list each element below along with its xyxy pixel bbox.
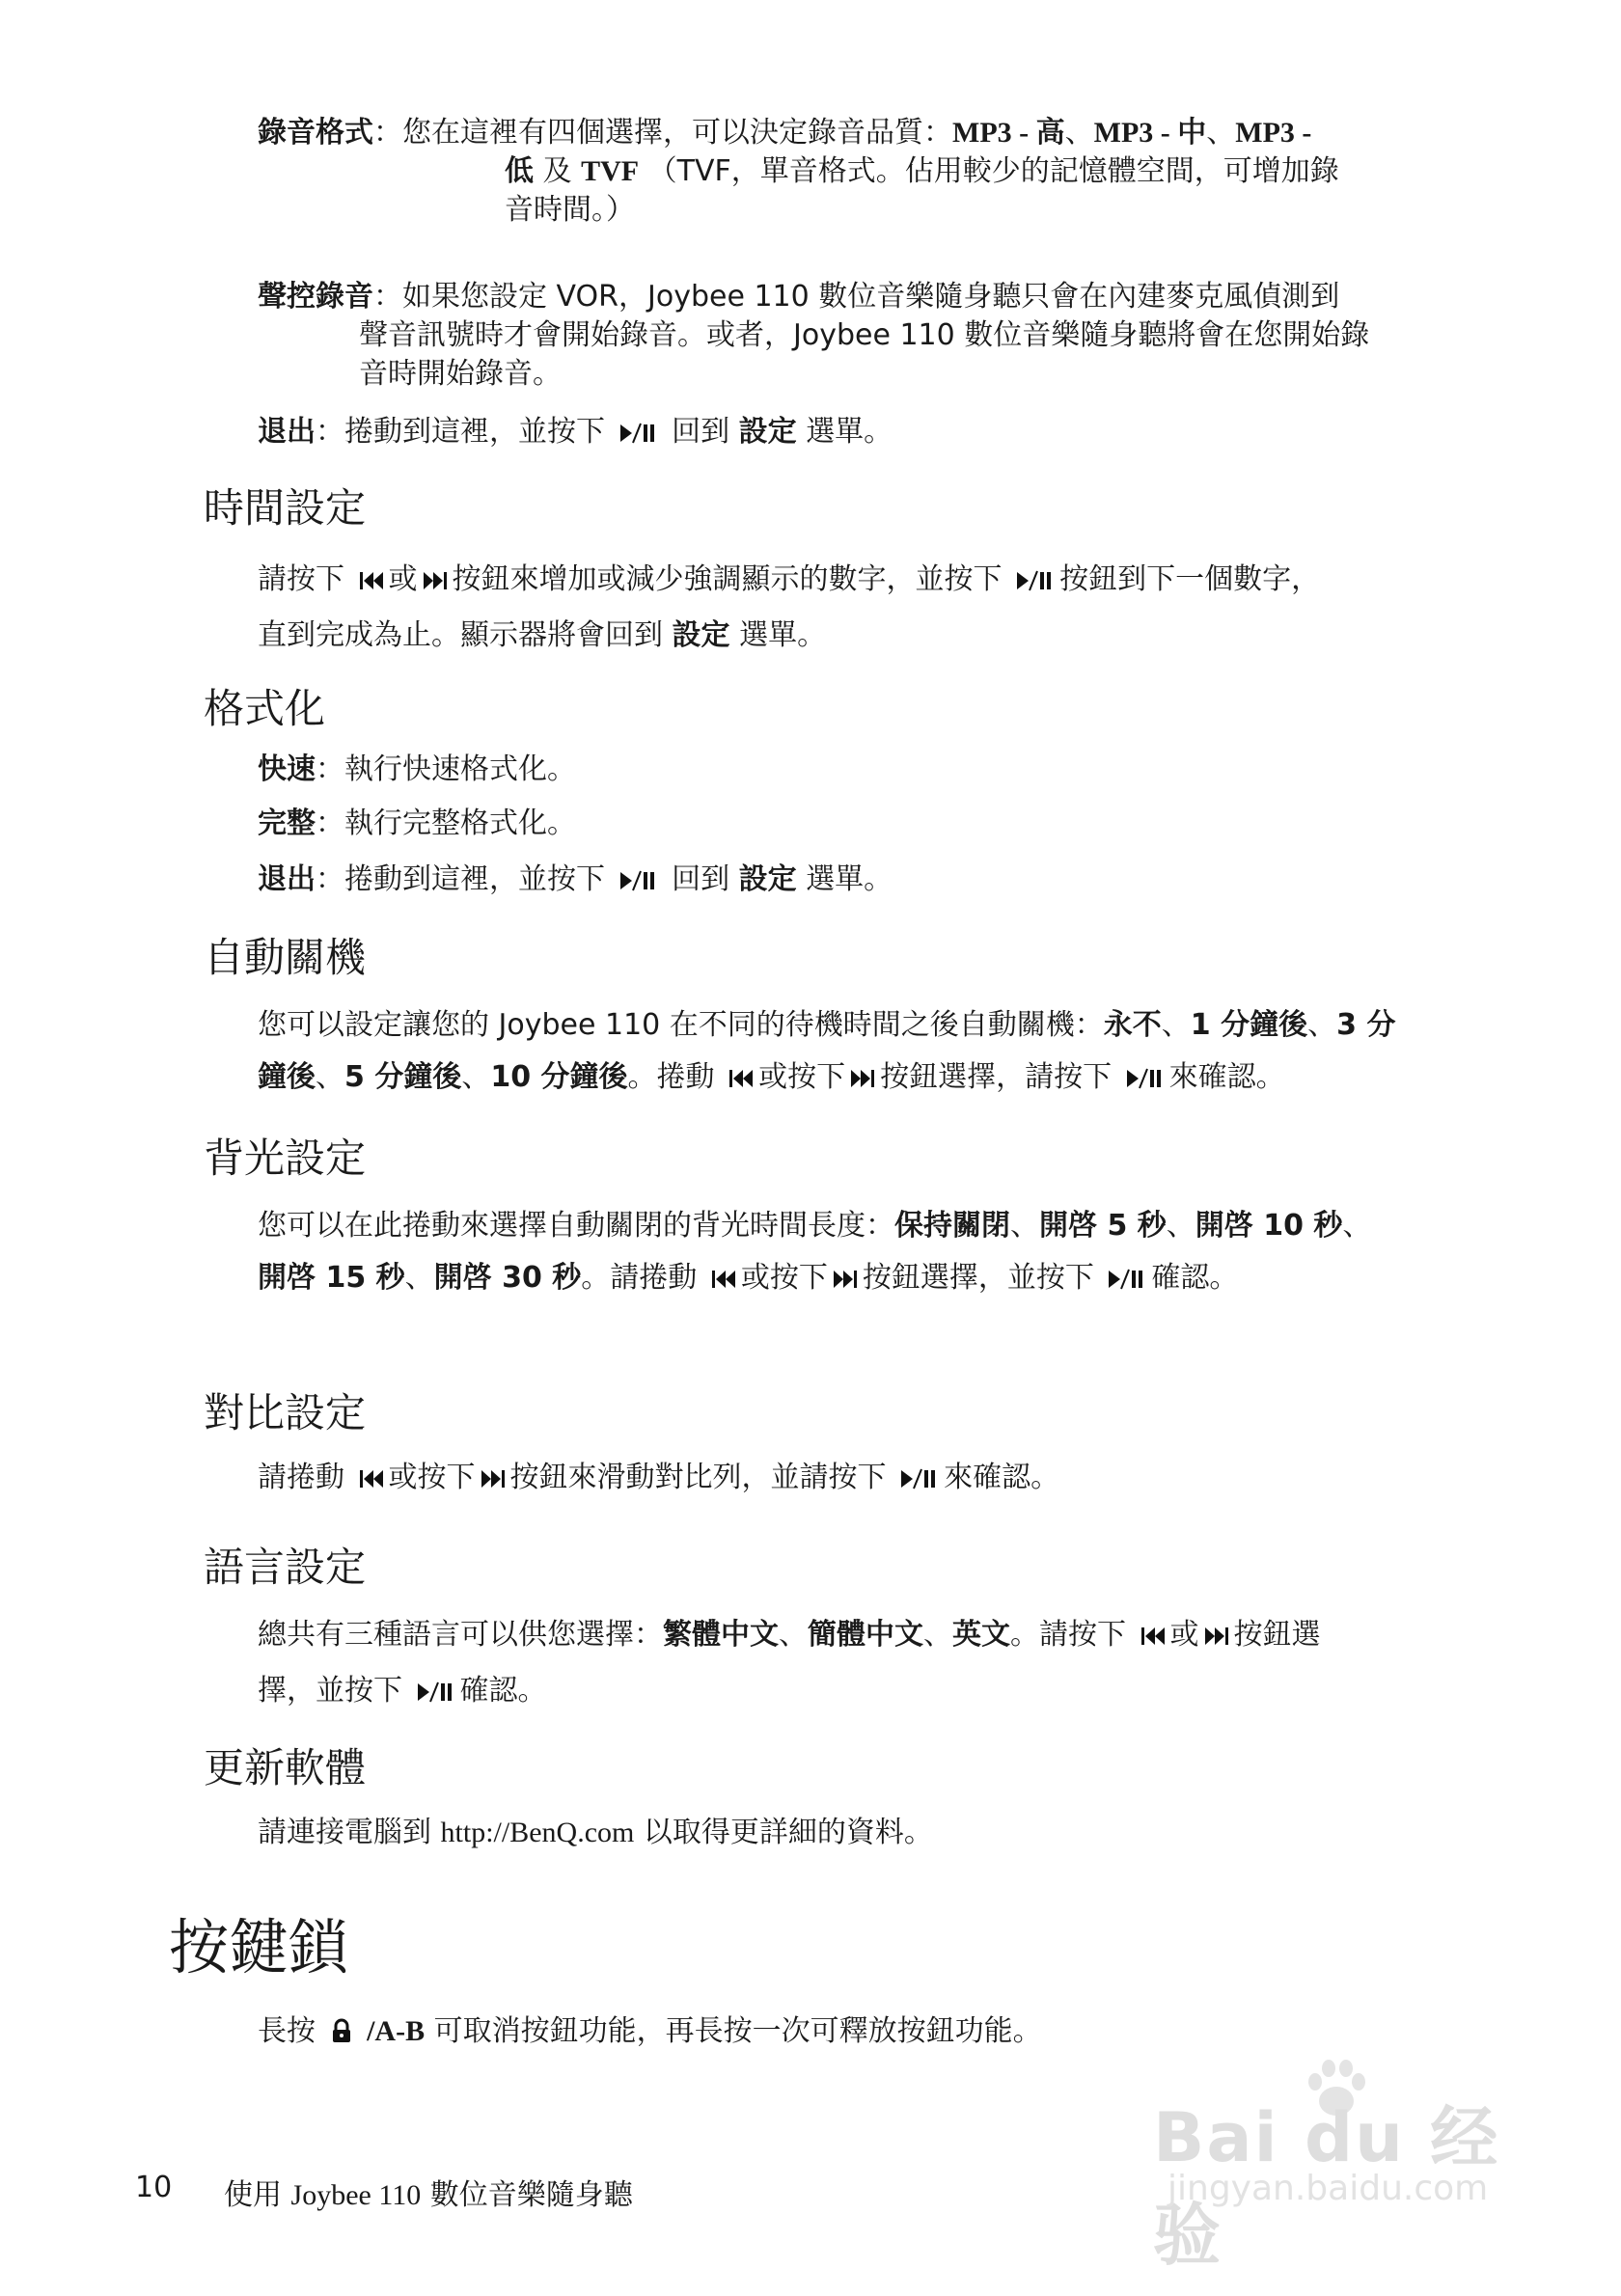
play-pause-icon xyxy=(416,1669,456,1721)
next-icon xyxy=(480,1462,507,1501)
auto-off-paragraph: 您可以設定讓您的 Joybee 110 在不同的待機時間之後自動關機：永不、1 分鐘後、3 分 鐘後、5 分鐘後、10 分鐘後。捲動 或按下 按鈕選擇，請按下 來確認。 xyxy=(258,999,1483,1107)
ab-key-label: /A-B xyxy=(367,2015,426,2047)
baidu-watermark xyxy=(1153,2055,1539,2275)
key-lock-paragraph: 長按 /A-B 可取消按鈕功能，再長按一次可釋放按鈕功能。 xyxy=(258,2012,1042,2055)
watermark-logo: Bai du 经验 xyxy=(1153,2098,1500,2275)
play-pause-icon xyxy=(1107,1256,1147,1308)
record-format-line-2: 低 及 TVF （TVF，單音格式。佔用較少的記憶體空間，可增加錄 xyxy=(505,154,1339,188)
settings-menu-label: 設定 xyxy=(672,618,730,652)
exit-term: 退出 xyxy=(258,862,316,896)
play-pause-icon xyxy=(1015,558,1056,610)
option-mp3-mid: MP3 - 中 xyxy=(1093,117,1207,149)
option-mp3-high: MP3 - 高 xyxy=(952,117,1065,149)
voice-record-term: 聲控錄音 xyxy=(258,280,373,314)
voice-record-block xyxy=(258,278,1464,394)
time-setting-heading: 時間設定 xyxy=(204,484,367,532)
auto-off-heading: 自動關機 xyxy=(204,934,367,981)
previous-icon xyxy=(358,558,385,610)
play-pause-icon xyxy=(618,864,659,903)
option-mp3-low-a: MP3 - xyxy=(1235,117,1312,149)
contrast-heading: 對比設定 xyxy=(204,1389,367,1436)
exit-line-2: 退出：捲動到這裡，並按下 回到 設定 選單。 xyxy=(258,861,893,903)
next-icon xyxy=(422,558,449,610)
play-pause-icon xyxy=(618,417,659,455)
previous-icon xyxy=(728,1055,755,1107)
record-format-line-3: 音時間。） xyxy=(505,193,635,227)
next-icon xyxy=(1203,1613,1230,1665)
record-format-block xyxy=(258,114,1464,230)
settings-menu-label: 設定 xyxy=(738,415,797,449)
voice-record-line-1: 聲控錄音：如果您設定 VOR，Joybee 110 數位音樂隨身聽只會在內建麥克風偵測到 xyxy=(258,280,1340,314)
update-paragraph: 請連接電腦到 http://BenQ.com 以取得更詳細的資料。 xyxy=(258,1816,933,1849)
backlight-paragraph: 您可以在此捲動來選擇自動關閉的背光時間長度：保持關閉、開啓 5 秒、開啓 10 秒、 開啓 15 秒、開啓 30 秒。請捲動 或按下 按鈕選擇，並按下 確認。 xyxy=(258,1200,1483,1308)
quick-format-term: 快速 xyxy=(258,752,316,786)
previous-icon xyxy=(710,1256,737,1308)
exit-line-1: 退出：捲動到這裡，並按下 回到 設定 選單。 xyxy=(258,413,893,455)
option-mp3-low-b: 低 xyxy=(505,154,534,188)
voice-record-line-2: 聲音訊號時才會開始錄音。或者，Joybee 110 數位音樂隨身聽將會在您開始錄 xyxy=(359,318,1370,352)
previous-icon xyxy=(1140,1613,1167,1665)
previous-icon xyxy=(358,1462,385,1501)
full-format-term: 完整 xyxy=(258,806,316,840)
next-icon xyxy=(849,1055,876,1107)
lock-icon xyxy=(329,2016,354,2055)
record-format-term: 錄音格式 xyxy=(258,116,373,150)
benq-url: http://BenQ.com xyxy=(440,1817,635,1848)
format-heading: 格式化 xyxy=(204,685,326,732)
quick-format-line: 快速：執行快速格式化。 xyxy=(258,752,576,786)
contrast-paragraph: 請捲動 或按下 按鈕來滑動對比列，並請按下 來確認。 xyxy=(258,1459,1059,1501)
play-pause-icon xyxy=(1125,1055,1166,1107)
watermark-url: jingyan.baidu.com xyxy=(1168,2169,1489,2208)
key-lock-heading: 按鍵鎖 xyxy=(169,1912,349,1982)
full-format-line: 完整：執行完整格式化。 xyxy=(258,806,576,840)
page-number: 10 xyxy=(135,2171,173,2204)
play-pause-icon xyxy=(899,1462,940,1501)
option-tvf: TVF xyxy=(581,155,640,187)
settings-menu-label: 設定 xyxy=(738,862,797,896)
language-heading: 語言設定 xyxy=(204,1544,367,1591)
footer-title: 使用 Joybee 110 數位音樂隨身聽 xyxy=(224,2178,633,2212)
exit-term: 退出 xyxy=(258,415,316,449)
next-icon xyxy=(832,1256,859,1308)
voice-record-line-3: 音時開始錄音。 xyxy=(359,357,562,391)
time-setting-paragraph: 請按下 或 按鈕來增加或減少強調顯示的數字，並按下 按鈕到下一個數字， 直到完成為止。顯示器將會回到 設定 選單。 xyxy=(258,554,1483,662)
language-paragraph: 總共有三種語言可以供您選擇：繁體中文、簡體中文、英文。請按下 或 按鈕選 擇，並按下 確認。 xyxy=(258,1609,1483,1721)
update-heading: 更新軟體 xyxy=(204,1744,367,1791)
backlight-heading: 背光設定 xyxy=(204,1134,367,1182)
record-format-line-1: 錄音格式：您在這裡有四個選擇，可以決定錄音品質：MP3 - 高、MP3 - 中、MP3 - xyxy=(258,116,1312,150)
